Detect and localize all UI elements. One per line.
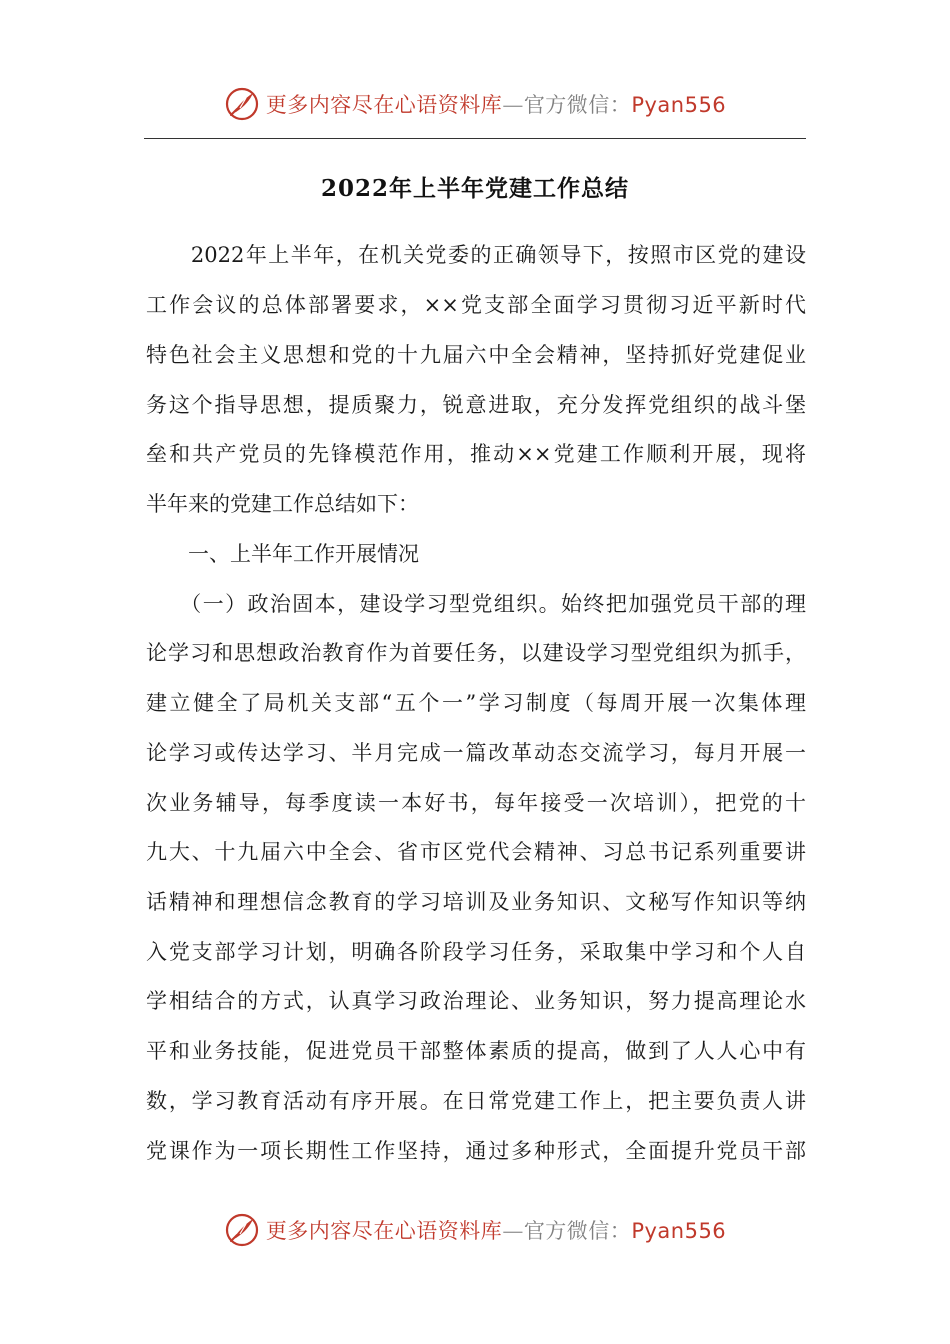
body-line: 建立健全了局机关支部“五个一”学习制度（每周开展一次集体理 [146, 691, 806, 715]
body-line: 平和业务技能，促进党员干部整体素质的提高，做到了人人心中有 [146, 1039, 806, 1063]
body-line: 论学习或传达学习、半月完成一篇改革动态交流学习，每月开展一 [146, 741, 806, 765]
body-line: 务这个指导思想，提质聚力，锐意进取，充分发挥党组织的战斗堡 [146, 393, 806, 417]
body-line: 九大、十九届六中全会、省市区党代会精神、习总书记系列重要讲 [146, 840, 806, 864]
wechat-id: Pyan556 [631, 1219, 727, 1243]
body-line: （一）政治固本，建设学习型党组织。始终把加强党员干部的理 [146, 592, 806, 616]
wechat-id: Pyan556 [631, 93, 727, 117]
body-line: 2022年上半年，在机关党委的正确领导下，按照市区党的建设 [146, 243, 806, 267]
body-line: 工作会议的总体部署要求，××党支部全面学习贯彻习近平新时代 [146, 293, 806, 317]
footer-banner [0, 1212, 950, 1248]
body-line: 学相结合的方式，认真学习政治理论、业务知识，努力提高理论水 [146, 989, 806, 1013]
body-line: 论学习和思想政治教育作为首要任务，以建设学习型党组织为抓手， [146, 641, 806, 665]
wechat-label: 官方微信： [523, 1219, 632, 1243]
banner-text-group [266, 1215, 726, 1245]
banner-separator: — [502, 93, 524, 117]
banner-text: 更多内容尽在心语资料库 [265, 93, 503, 117]
quill-logo-icon [224, 86, 260, 122]
body-line: 入党支部学习计划，明确各阶段学习任务，采取集中学习和个人自 [146, 940, 806, 964]
header-divider [144, 138, 806, 139]
body-line: 次业务辅导，每季度读一本好书，每年接受一次培训），把党的十 [146, 791, 806, 815]
quill-logo-icon [224, 1212, 260, 1248]
body-line: 话精神和理想信念教育的学习培训及业务知识、文秘写作知识等纳 [146, 890, 806, 914]
body-line: 党课作为一项长期性工作坚持，通过多种形式，全面提升党员干部 [146, 1139, 806, 1163]
body-line: 半年来的党建工作总结如下： [146, 492, 419, 516]
body-line: 数，学习教育活动有序开展。在日常党建工作上，把主要负责人讲 [146, 1089, 806, 1113]
document-title: 2022年上半年党建工作总结 [320, 175, 629, 202]
body-line: 特色社会主义思想和党的十九届六中全会精神，坚持抓好党建促业 [146, 343, 806, 367]
banner-text-group [266, 89, 726, 119]
banner-separator: — [502, 1219, 524, 1243]
banner-text: 更多内容尽在心语资料库 [265, 1219, 503, 1243]
section-heading: 一、上半年工作开展情况 [146, 542, 419, 566]
header-banner [0, 86, 950, 122]
body-line: 垒和共产党员的先锋模范作用，推动××党建工作顺利开展，现将 [146, 442, 806, 466]
wechat-label: 官方微信： [523, 93, 632, 117]
